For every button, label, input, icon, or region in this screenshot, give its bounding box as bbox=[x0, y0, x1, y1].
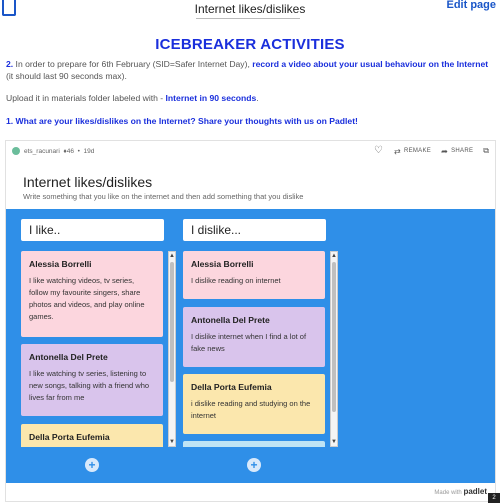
post-author: Alessia Borrelli bbox=[29, 259, 92, 269]
instruction-video bbox=[6, 58, 496, 82]
embed-toolbar bbox=[6, 141, 495, 161]
post-text: I dislike internet when I find a lot of fake news bbox=[191, 332, 307, 353]
question-prompt: 1. What are your likes/dislikes on the Internet? Share your thoughts with us on Padlet! bbox=[6, 116, 358, 126]
post-age: 19d bbox=[83, 148, 95, 155]
user-avatar[interactable] bbox=[12, 147, 20, 155]
scroll-thumb[interactable] bbox=[170, 262, 174, 382]
made-with-label: Made with bbox=[434, 490, 462, 496]
instruction-upload bbox=[6, 92, 496, 104]
like-count: ♦46 bbox=[63, 148, 74, 155]
scroll-down-icon[interactable]: ▼ bbox=[331, 439, 337, 445]
column-header-dislikes[interactable]: I dislike... bbox=[183, 219, 326, 241]
padlet-header bbox=[6, 161, 495, 209]
remake-label: REMAKE bbox=[403, 148, 432, 154]
padlet-embed bbox=[5, 140, 496, 502]
folder-label: Internet in 90 seconds bbox=[165, 93, 257, 103]
author-name[interactable]: ets_racunari bbox=[24, 148, 60, 155]
embed-actions bbox=[374, 146, 489, 156]
post-card[interactable] bbox=[183, 307, 325, 367]
scroll-thumb[interactable] bbox=[332, 262, 336, 412]
upload-text: Upload it in materials folder labeled with - bbox=[6, 93, 166, 103]
item-number: 2. bbox=[6, 59, 14, 69]
post-author: Della Porta Eufemia bbox=[191, 382, 272, 392]
share-label: SHARE bbox=[451, 148, 474, 154]
section-heading: ICEBREAKER ACTIVITIES bbox=[155, 36, 345, 53]
upload-text-tail: . bbox=[256, 93, 259, 103]
user-meta bbox=[24, 148, 94, 155]
open-external-icon[interactable]: ⧉ bbox=[483, 146, 489, 155]
padlet-title: Internet likes/dislikes bbox=[23, 174, 153, 190]
meta-separator: • bbox=[77, 148, 80, 155]
made-with-footer[interactable] bbox=[434, 487, 487, 496]
title-underline bbox=[196, 18, 300, 19]
padlet-logo: padlet bbox=[463, 487, 487, 496]
padlet-subtitle: Write something that you like on the internet and then add something that you dislike bbox=[23, 192, 304, 201]
scroll-up-icon[interactable]: ▲ bbox=[331, 253, 337, 259]
remake-button[interactable] bbox=[394, 147, 431, 156]
heart-icon[interactable]: ♡ bbox=[373, 145, 383, 156]
corner-badge[interactable]: 2 bbox=[488, 493, 500, 503]
post-author: Antonella Del Prete bbox=[191, 315, 270, 325]
post-card[interactable] bbox=[21, 251, 163, 337]
post-card[interactable] bbox=[183, 374, 325, 434]
likes-scrollbar[interactable] bbox=[168, 251, 176, 447]
post-card[interactable] bbox=[21, 344, 163, 416]
add-post-button-dislikes[interactable]: + bbox=[247, 458, 261, 472]
likes-column bbox=[21, 251, 181, 447]
post-card[interactable] bbox=[183, 251, 325, 299]
post-card[interactable] bbox=[21, 424, 163, 447]
padlet-board bbox=[6, 209, 495, 483]
scroll-down-icon[interactable]: ▼ bbox=[169, 439, 175, 445]
post-text: i dislike reading and studying on the internet bbox=[191, 399, 311, 420]
column-header-likes[interactable]: I like.. bbox=[21, 219, 164, 241]
post-text: I like watching videos, tv series, follow my favourite singers, share photos and videos, and play online games. bbox=[29, 276, 145, 321]
dislikes-column bbox=[183, 251, 343, 447]
post-text: I dislike reading on internet bbox=[191, 276, 281, 285]
share-icon: ➦ bbox=[441, 146, 449, 156]
instruction-text-tail: (it should last 90 seconds max). bbox=[6, 71, 127, 81]
share-button[interactable] bbox=[441, 147, 473, 156]
instruction-text: In order to prepare for 6th February (SID=Safer Internet Day), bbox=[13, 59, 253, 69]
scroll-up-icon[interactable]: ▲ bbox=[169, 253, 175, 259]
page-title: Internet likes/dislikes bbox=[194, 2, 306, 16]
post-author: Antonella Del Prete bbox=[29, 352, 108, 362]
post-author: Della Porta Eufemia bbox=[29, 432, 110, 442]
remake-icon: ⇄ bbox=[393, 146, 401, 156]
post-text: I like watching tv series, listening to new songs, talking with a friend who lives far from me bbox=[29, 369, 150, 402]
dislikes-scrollbar[interactable] bbox=[330, 251, 338, 447]
post-author: Alessia Borrelli bbox=[191, 259, 254, 269]
edit-page-link[interactable]: Edit page bbox=[446, 0, 496, 11]
video-task-link: record a video about your usual behaviour on the Internet bbox=[252, 59, 489, 69]
top-bar bbox=[0, 0, 500, 22]
post-card[interactable] bbox=[183, 441, 325, 447]
add-post-button-likes[interactable]: + bbox=[85, 458, 99, 472]
